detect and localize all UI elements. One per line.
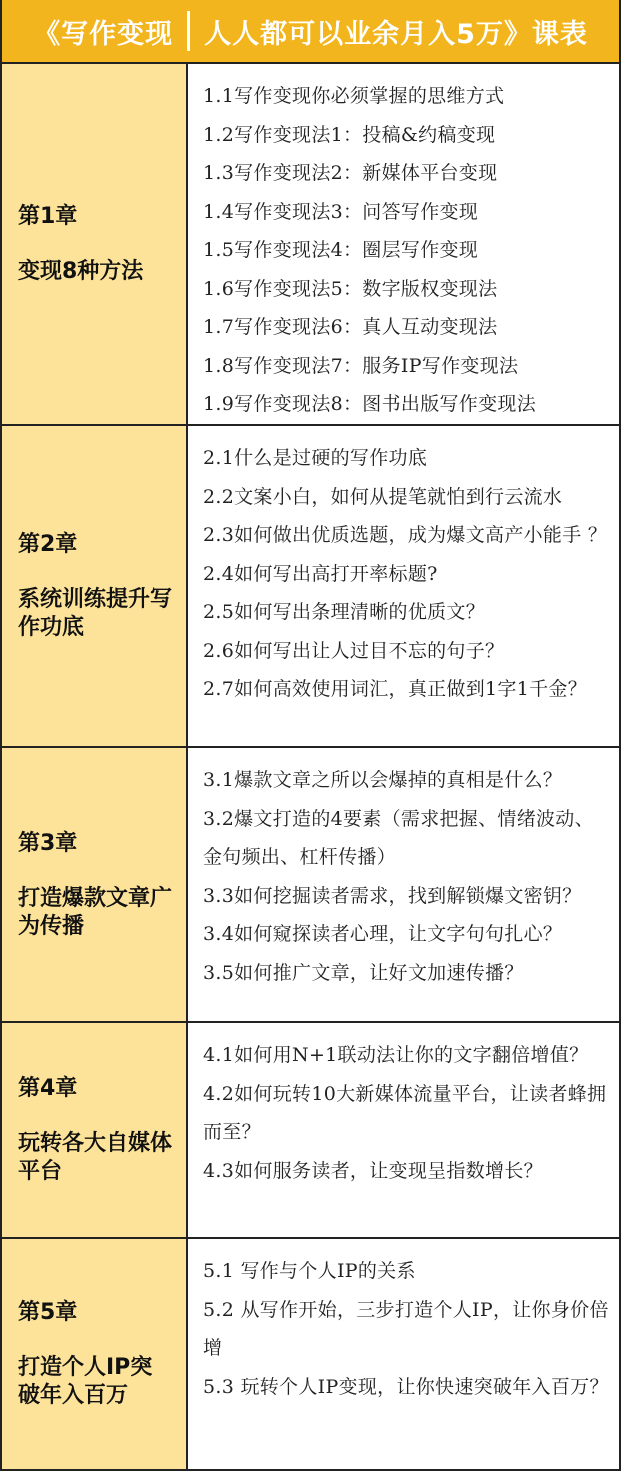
lesson-item: 2.1什么是过硬的写作功底: [203, 447, 428, 469]
lesson-item: 2.6如何写出让人过目不忘的句子？: [203, 639, 505, 662]
chapter-number: 第5章: [18, 1300, 78, 1325]
lesson-item: 1.9写作变现法8：图书出版写作变现法: [203, 393, 537, 415]
lesson-item: 3.5如何推广文章，让好文加速传播？: [203, 961, 524, 984]
lesson-item: 2.2文案小白，如何从提笔就怕到行云流水: [203, 485, 563, 508]
chapter-row: [2, 64, 619, 426]
lesson-item: 3.2爆文打造的4要素（需求把握、情绪波动、金句频出、杠杆传播）: [203, 807, 594, 868]
lesson-item: 3.4如何窥探读者心理，让文字句句扎心？: [203, 923, 563, 945]
chapter-row: [2, 748, 619, 1023]
lesson-item: 5.1 写作与个人IP的关系: [203, 1260, 416, 1282]
lesson-item: 4.1如何用N+1联动法让你的文字翻倍增值？: [203, 1044, 589, 1066]
lesson-item: 2.4如何写出高打开率标题?: [203, 562, 438, 585]
header-divider: [187, 11, 190, 51]
chapter-number: 第4章: [18, 1076, 78, 1101]
chapter-lessons-cell: [188, 1023, 619, 1237]
lesson-item: 1.5写作变现法4：圈层写作变现: [203, 239, 479, 261]
chapter-lessons-cell: [188, 64, 619, 424]
header-title-right: 人人都可以业余月入5万》课表: [204, 18, 588, 50]
lesson-item: 2.5如何写出条理清晰的优质文？: [203, 601, 486, 623]
chapter-label-cell: [2, 426, 188, 746]
chapter-number: 第1章: [18, 204, 78, 229]
chapter-number: 第3章: [18, 830, 78, 856]
lesson-item: 2.3如何做出优质选题，成为爆文高产小能手 ？: [203, 524, 608, 546]
chapter-row: [2, 1239, 619, 1469]
chapter-row: [2, 426, 619, 748]
chapter-number: 第2章: [18, 532, 78, 557]
lesson-item: 1.4写作变现法3：问答写作变现: [203, 200, 479, 223]
lesson-item: 4.3如何服务读者，让变现呈指数增长？: [203, 1159, 543, 1182]
lesson-item: 1.7写作变现法6：真人互动变现法: [203, 316, 498, 338]
chapter-lessons-cell: [188, 426, 619, 746]
lesson-item: 1.6写作变现法5：数字版权变现法: [203, 277, 498, 300]
lesson-item: 5.2 从写作开始，三步打造个人IP，让你身价倍增: [203, 1298, 609, 1359]
chapter-title: 打造爆款文章广为传播: [18, 885, 173, 939]
lesson-item: 1.1写作变现你必须掌握的思维方式: [203, 85, 505, 107]
chapter-lessons-cell: [188, 1239, 619, 1469]
chapter-title: 打造个人IP突破年入百万: [18, 1355, 153, 1408]
lesson-item: 1.2写作变现法1：投稿&约稿变现: [203, 123, 496, 146]
chapter-label-cell: [2, 1239, 188, 1469]
lesson-item: 4.2如何玩转10大新媒体流量平台，让读者蜂拥而至？: [203, 1082, 607, 1143]
lesson-item: 1.3写作变现法2：新媒体平台变现: [203, 162, 498, 184]
chapter-label-cell: [2, 64, 188, 424]
lesson-item: 1.8写作变现法7：服务IP写作变现法: [203, 354, 519, 377]
chapter-title: 玩转各大自媒体平台: [18, 1131, 173, 1184]
chapter-lessons-cell: [188, 748, 619, 1021]
chapter-label-cell: [2, 748, 188, 1021]
chapter-title: 系统训练提升写作功底: [18, 587, 173, 640]
lesson-item: 5.3 玩转个人IP变现，让你快速突破年入百万？: [203, 1375, 609, 1398]
lesson-item: 3.1爆款文章之所以会爆掉的真相是什么？: [203, 769, 563, 791]
chapter-row: [2, 1023, 619, 1239]
chapter-title: 变现8种方法: [18, 259, 144, 284]
chapter-label-cell: [2, 1023, 188, 1237]
table-header: [2, 0, 619, 64]
lesson-item: 3.3如何挖掘读者需求，找到解锁爆文密钥？: [203, 884, 582, 907]
header-title-left: 《写作变现: [33, 18, 174, 50]
lesson-item: 2.7如何高效使用词汇，真正做到1字1千金？: [203, 678, 587, 700]
